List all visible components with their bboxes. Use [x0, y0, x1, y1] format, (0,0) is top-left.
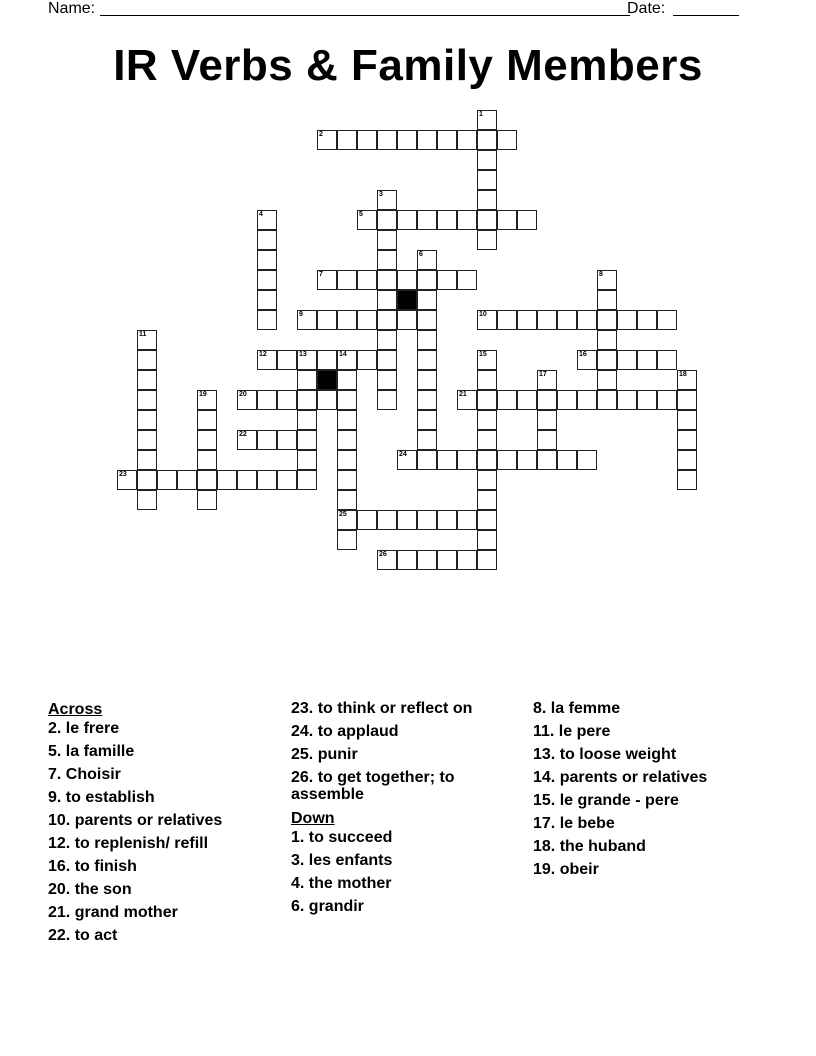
clue-num: 10. [48, 812, 71, 829]
grid-cell[interactable] [637, 310, 657, 330]
clue-number: 2 [319, 131, 323, 138]
clue-item [48, 766, 288, 783]
grid-cell[interactable] [597, 390, 617, 410]
grid-cell[interactable] [417, 370, 437, 390]
clue-num: 21. [48, 904, 71, 921]
clue-number: 21 [459, 391, 467, 398]
clue-item [48, 927, 288, 944]
grid-cell[interactable] [437, 210, 457, 230]
grid-cell[interactable] [397, 310, 417, 330]
grid-cell[interactable] [157, 470, 177, 490]
clue-num: 2. [48, 720, 62, 737]
grid-cell[interactable] [437, 130, 457, 150]
clue-text: the mother [304, 875, 392, 892]
clue-item [533, 838, 773, 855]
grid-cell[interactable] [597, 350, 617, 370]
grid-cell[interactable] [377, 390, 397, 410]
grid-cell[interactable] [337, 530, 357, 550]
clue-text: to think or reflect on [313, 700, 473, 717]
grid-cell[interactable] [337, 350, 357, 370]
clue-item [533, 769, 773, 786]
grid-cell[interactable] [397, 550, 417, 570]
grid-cell[interactable] [677, 390, 697, 410]
page-title: IR Verbs & Family Members [113, 41, 703, 90]
clue-text: le grande - pere [555, 792, 679, 809]
clues-column-2 [291, 700, 531, 921]
clue-number: 25 [339, 511, 347, 518]
grid-cell[interactable] [637, 390, 657, 410]
grid-cell[interactable] [257, 350, 277, 370]
grid-cell[interactable] [397, 130, 417, 150]
grid-cell[interactable] [337, 370, 357, 390]
grid-cell[interactable] [657, 350, 677, 370]
grid-cell[interactable] [417, 410, 437, 430]
grid-cell[interactable] [377, 510, 397, 530]
grid-cell[interactable] [417, 130, 437, 150]
clue-number: 20 [239, 391, 247, 398]
grid-cell[interactable] [477, 550, 497, 570]
grid-cell[interactable] [317, 350, 337, 370]
grid-cell[interactable] [677, 450, 697, 470]
grid-cell[interactable] [277, 470, 297, 490]
grid-cell[interactable] [537, 310, 557, 330]
grid-cell[interactable] [457, 550, 477, 570]
grid-cell[interactable] [597, 370, 617, 390]
grid-cell[interactable] [237, 470, 257, 490]
grid-cell[interactable] [357, 310, 377, 330]
grid-cell[interactable] [337, 270, 357, 290]
clue-num: 24. [291, 723, 314, 740]
grid-cell[interactable] [477, 490, 497, 510]
grid-cell[interactable] [417, 290, 437, 310]
grid-cell[interactable] [477, 210, 497, 230]
clue-text: les enfants [304, 852, 393, 869]
grid-cell[interactable] [357, 350, 377, 370]
grid-cell[interactable] [337, 490, 357, 510]
clue-num: 22. [48, 927, 71, 944]
clue-num: 4. [291, 875, 305, 892]
grid-cell[interactable] [377, 330, 397, 350]
grid-cell[interactable] [477, 530, 497, 550]
grid-cell[interactable] [357, 510, 377, 530]
grid-cell[interactable] [497, 210, 517, 230]
grid-cell[interactable] [377, 350, 397, 370]
grid-cell[interactable] [677, 370, 697, 390]
clue-num: 15. [533, 792, 556, 809]
clue-number: 11 [139, 331, 147, 338]
grid-cell[interactable] [297, 410, 317, 430]
grid-cell[interactable] [397, 510, 417, 530]
grid-cell[interactable] [377, 190, 397, 210]
date-label: Date: [627, 0, 666, 17]
grid-cell[interactable] [357, 270, 377, 290]
grid-cell[interactable] [557, 450, 577, 470]
grid-cell[interactable] [477, 170, 497, 190]
clue-text: la femme [546, 700, 621, 717]
grid-cell[interactable] [197, 390, 217, 410]
clue-number: 17 [539, 371, 547, 378]
clue-num: 3. [291, 852, 305, 869]
clue-num: 18. [533, 838, 556, 855]
clue-num: 19. [533, 861, 556, 878]
grid-cell[interactable] [277, 430, 297, 450]
grid-cell[interactable] [497, 130, 517, 150]
grid-cell[interactable] [637, 350, 657, 370]
grid-cell[interactable] [537, 390, 557, 410]
grid-cell[interactable] [297, 390, 317, 410]
clue-item [48, 835, 288, 852]
grid-cell[interactable] [597, 330, 617, 350]
grid-cell[interactable] [297, 430, 317, 450]
clue-item [291, 898, 531, 915]
clue-number: 13 [299, 351, 307, 358]
grid-cell[interactable] [217, 470, 237, 490]
clue-num: 16. [48, 858, 71, 875]
clue-text: to replenish/ refill [70, 835, 209, 852]
grid-cell[interactable] [257, 430, 277, 450]
grid-cell[interactable] [257, 250, 277, 270]
grid-cell[interactable] [377, 130, 397, 150]
grid-cell[interactable] [597, 290, 617, 310]
grid-cell[interactable] [337, 410, 357, 430]
grid-cell[interactable] [197, 410, 217, 430]
grid-cell[interactable] [517, 390, 537, 410]
clue-item [291, 852, 531, 869]
clue-num: 8. [533, 700, 547, 717]
grid-cell[interactable] [297, 470, 317, 490]
clue-text: the son [70, 881, 132, 898]
grid-cell[interactable] [417, 310, 437, 330]
clues-column-3 [533, 700, 773, 884]
clue-text: punir [313, 746, 358, 763]
clue-number: 18 [679, 371, 687, 378]
clue-num: 7. [48, 766, 62, 783]
grid-cell[interactable] [477, 410, 497, 430]
grid-cell[interactable] [457, 510, 477, 530]
clue-number: 5 [359, 211, 363, 218]
grid-cell[interactable] [337, 310, 357, 330]
clue-item [291, 829, 531, 846]
grid-cell[interactable] [417, 350, 437, 370]
grid-cell[interactable] [457, 210, 477, 230]
grid-cell[interactable] [297, 310, 317, 330]
clue-number: 8 [599, 271, 603, 278]
clue-num: 12. [48, 835, 71, 852]
clue-item [533, 815, 773, 832]
down-heading: Down [291, 810, 335, 827]
grid-cell[interactable] [417, 430, 437, 450]
grid-cell[interactable] [257, 470, 277, 490]
clue-number: 7 [319, 271, 323, 278]
grid-cell[interactable] [137, 470, 157, 490]
grid-cell[interactable] [557, 310, 577, 330]
grid-cell[interactable] [497, 450, 517, 470]
clue-number: 6 [419, 251, 423, 258]
grid-cell[interactable] [457, 130, 477, 150]
clue-number: 4 [259, 211, 263, 218]
grid-cell[interactable] [617, 310, 637, 330]
grid-cell[interactable] [477, 130, 497, 150]
grid-cell[interactable] [197, 430, 217, 450]
grid-cell[interactable] [317, 390, 337, 410]
grid-cell[interactable] [137, 390, 157, 410]
grid-cell[interactable] [237, 430, 257, 450]
clue-item [48, 743, 288, 760]
grid-cell[interactable] [477, 450, 497, 470]
clue-text: to establish [61, 789, 155, 806]
grid-cell[interactable] [477, 150, 497, 170]
grid-cell[interactable] [257, 230, 277, 250]
clue-number: 16 [579, 351, 587, 358]
grid-cell[interactable] [577, 450, 597, 470]
grid-cell[interactable] [477, 390, 497, 410]
grid-cell[interactable] [617, 350, 637, 370]
grid-cell[interactable] [657, 390, 677, 410]
grid-cell[interactable] [477, 230, 497, 250]
clue-text: to get together; to assemble [291, 769, 455, 803]
grid-cell[interactable] [377, 310, 397, 330]
clue-item [533, 700, 773, 717]
clue-num: 26. [291, 769, 314, 786]
grid-cell[interactable] [517, 210, 537, 230]
grid-cell[interactable] [137, 490, 157, 510]
grid-cell[interactable] [317, 130, 337, 150]
grid-cell[interactable] [257, 270, 277, 290]
grid-cell[interactable] [577, 310, 597, 330]
grid-cell[interactable] [337, 510, 357, 530]
clue-num: 13. [533, 746, 556, 763]
clue-text: la famille [61, 743, 135, 760]
grid-cell[interactable] [317, 270, 337, 290]
clue-number: 9 [299, 311, 303, 318]
grid-cell[interactable] [377, 370, 397, 390]
clue-item [533, 746, 773, 763]
grid-cell[interactable] [397, 450, 417, 470]
grid-cell[interactable] [677, 430, 697, 450]
grid-cell[interactable] [597, 310, 617, 330]
black-cell [397, 290, 417, 310]
clue-number: 24 [399, 451, 407, 458]
clue-item [291, 700, 531, 717]
clue-text: le frere [61, 720, 120, 737]
grid-cell[interactable] [497, 390, 517, 410]
grid-cell[interactable] [377, 550, 397, 570]
grid-cell[interactable] [197, 450, 217, 470]
clue-number: 15 [479, 351, 487, 358]
clue-item [291, 746, 531, 763]
grid-cell[interactable] [397, 210, 417, 230]
grid-cell[interactable] [417, 510, 437, 530]
grid-cell[interactable] [477, 430, 497, 450]
grid-cell[interactable] [257, 210, 277, 230]
black-cell [317, 370, 337, 390]
grid-cell[interactable] [337, 130, 357, 150]
clue-text: le pere [554, 723, 611, 740]
clue-num: 5. [48, 743, 62, 760]
clue-item [48, 720, 288, 737]
grid-cell[interactable] [337, 470, 357, 490]
grid-cell[interactable] [377, 250, 397, 270]
grid-cell[interactable] [337, 450, 357, 470]
grid-cell[interactable] [117, 470, 137, 490]
clue-text: to succeed [304, 829, 393, 846]
clue-num: 1. [291, 829, 305, 846]
grid-cell[interactable] [177, 470, 197, 490]
clue-text: le bebe [555, 815, 615, 832]
grid-cell[interactable] [437, 270, 457, 290]
grid-cell[interactable] [377, 270, 397, 290]
grid-cell[interactable] [417, 210, 437, 230]
grid-cell[interactable] [437, 450, 457, 470]
clue-item [533, 861, 773, 878]
grid-cell[interactable] [537, 430, 557, 450]
clue-item [48, 904, 288, 921]
grid-cell[interactable] [197, 470, 217, 490]
clue-text: obeir [555, 861, 599, 878]
clue-text: parents or relatives [555, 769, 708, 786]
clue-number: 23 [119, 471, 127, 478]
grid-cell[interactable] [417, 450, 437, 470]
clue-item [48, 858, 288, 875]
clue-text: parents or relatives [70, 812, 223, 829]
grid-cell[interactable] [537, 370, 557, 390]
clue-num: 20. [48, 881, 71, 898]
clue-number: 12 [259, 351, 267, 358]
grid-cell[interactable] [417, 330, 437, 350]
clue-text: Choisir [61, 766, 121, 783]
grid-cell[interactable] [277, 350, 297, 370]
grid-cell[interactable] [517, 450, 537, 470]
clue-num: 14. [533, 769, 556, 786]
clue-item [48, 789, 288, 806]
grid-cell[interactable] [337, 390, 357, 410]
grid-cell[interactable] [417, 550, 437, 570]
grid-cell[interactable] [617, 390, 637, 410]
clue-num: 11. [533, 723, 555, 740]
clue-number: 26 [379, 551, 387, 558]
clue-item [533, 792, 773, 809]
grid-cell[interactable] [577, 350, 597, 370]
clue-text: grand mother [70, 904, 178, 921]
grid-cell[interactable] [137, 330, 157, 350]
clue-item [291, 723, 531, 740]
grid-cell[interactable] [517, 310, 537, 330]
clue-number: 3 [379, 191, 383, 198]
grid-cell[interactable] [377, 290, 397, 310]
grid-cell[interactable] [137, 430, 157, 450]
grid-cell[interactable] [277, 390, 297, 410]
name-label: Name: [48, 0, 96, 17]
clue-text: to act [70, 927, 118, 944]
grid-cell[interactable] [257, 290, 277, 310]
grid-cell[interactable] [477, 370, 497, 390]
grid-cell[interactable] [257, 310, 277, 330]
clue-number: 22 [239, 431, 247, 438]
clue-item [533, 723, 773, 740]
grid-cell[interactable] [597, 270, 617, 290]
grid-cell[interactable] [377, 230, 397, 250]
grid-cell[interactable] [457, 270, 477, 290]
clue-item [291, 769, 531, 803]
grid-cell[interactable] [297, 450, 317, 470]
grid-cell[interactable] [477, 350, 497, 370]
grid-cell[interactable] [657, 310, 677, 330]
grid-cell[interactable] [397, 270, 417, 290]
across-heading: Across [48, 701, 103, 718]
grid-cell[interactable] [477, 310, 497, 330]
grid-cell[interactable] [137, 450, 157, 470]
grid-cell[interactable] [537, 450, 557, 470]
clue-item [291, 875, 531, 892]
clue-number: 10 [479, 311, 487, 318]
clue-text: grandir [304, 898, 364, 915]
grid-cell[interactable] [337, 430, 357, 450]
grid-cell[interactable] [297, 350, 317, 370]
grid-cell[interactable] [477, 110, 497, 130]
grid-cell[interactable] [477, 510, 497, 530]
clue-text: to loose weight [555, 746, 677, 763]
grid-cell[interactable] [457, 450, 477, 470]
grid-cell[interactable] [437, 550, 457, 570]
grid-cell[interactable] [537, 410, 557, 430]
grid-cell[interactable] [437, 510, 457, 530]
clue-text: to applaud [313, 723, 399, 740]
grid-cell[interactable] [477, 470, 497, 490]
grid-cell[interactable] [457, 390, 477, 410]
grid-cell[interactable] [417, 270, 437, 290]
grid-cell[interactable] [137, 350, 157, 370]
grid-cell[interactable] [237, 390, 257, 410]
clues-column-1 [48, 700, 288, 950]
grid-cell[interactable] [317, 310, 337, 330]
grid-cell[interactable] [477, 190, 497, 210]
clue-num: 6. [291, 898, 305, 915]
clue-number: 19 [199, 391, 207, 398]
grid-cell[interactable] [497, 310, 517, 330]
grid-cell[interactable] [137, 410, 157, 430]
grid-cell[interactable] [357, 210, 377, 230]
grid-cell[interactable] [577, 390, 597, 410]
grid-cell[interactable] [257, 390, 277, 410]
grid-cell[interactable] [417, 250, 437, 270]
clue-num: 17. [533, 815, 556, 832]
grid-cell[interactable] [677, 470, 697, 490]
grid-cell[interactable] [677, 410, 697, 430]
grid-cell[interactable] [357, 130, 377, 150]
grid-cell[interactable] [377, 210, 397, 230]
clue-item [48, 812, 288, 829]
grid-cell[interactable] [297, 370, 317, 390]
clue-number: 14 [339, 351, 347, 358]
clue-text: to finish [70, 858, 137, 875]
clue-number: 1 [479, 111, 483, 118]
clue-text: the huband [555, 838, 646, 855]
clue-num: 9. [48, 789, 62, 806]
grid-cell[interactable] [557, 390, 577, 410]
grid-cell[interactable] [197, 490, 217, 510]
grid-cell[interactable] [417, 390, 437, 410]
clue-num: 23. [291, 700, 314, 717]
clue-num: 25. [291, 746, 314, 763]
grid-cell[interactable] [137, 370, 157, 390]
clue-item [48, 881, 288, 898]
